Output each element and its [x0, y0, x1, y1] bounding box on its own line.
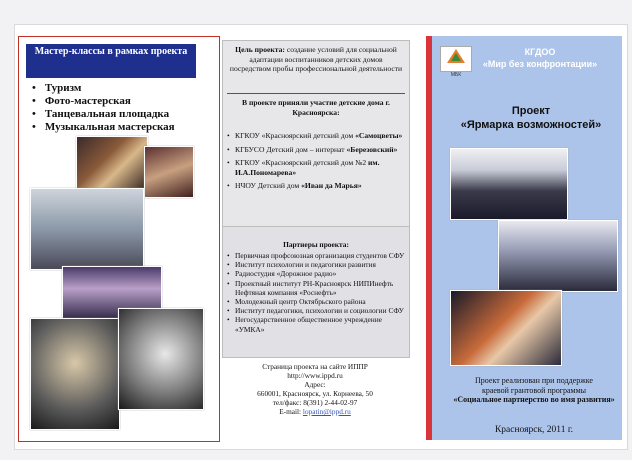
- email-link[interactable]: lopatin@ippd.ru: [302, 407, 351, 416]
- red-stripe: [426, 36, 432, 440]
- list-item: • Музыкальная мастерская: [32, 121, 175, 134]
- site-caption: Страница проекта на сайте ИППР: [262, 362, 368, 371]
- photo-jump: [30, 318, 120, 430]
- list-item: • Радиостудия «Дорожное радио»: [227, 269, 407, 278]
- project-goal: Цель проекта: создание условий для социальной адаптации воспитанников детских домов посредством пробы профессиональной деятельности: [229, 45, 403, 74]
- photo-performer: [76, 136, 148, 192]
- city-year: Красноярск, 2011 г.: [494, 425, 574, 435]
- project-title: Проект «Ярмарка возможностей»: [460, 105, 602, 131]
- photo-group-stage: [498, 220, 618, 292]
- list-item: • Негосударственное общественное учреждение «УМКА»: [227, 315, 407, 333]
- photo-group-hall: [30, 188, 144, 270]
- logo: МБК: [440, 46, 472, 72]
- masterclass-title: Мастер-классы в рамках проекта: [26, 44, 196, 78]
- email-line: E-mail: lopatin@ippd.ru: [279, 407, 351, 416]
- goal-panel: [222, 40, 410, 252]
- list-item: • Институт психологии и педагогики развития: [227, 260, 407, 269]
- address-label: Адрес:: [304, 380, 326, 389]
- phone-text: тел/факс: 8(391) 2-44-02-97: [272, 398, 358, 407]
- list-item: • Танцевальная площадка: [32, 108, 175, 121]
- site-url[interactable]: http://www.ippd.ru: [287, 371, 343, 380]
- list-item: • Фото-мастерская: [32, 95, 175, 108]
- participants-heading: В проекте приняли участие детские дома г. Красноярска:: [242, 98, 390, 117]
- list-item: • КГКОУ «Красноярский детский дом «Самоцветы»: [227, 131, 405, 141]
- list-item: • КГКОУ «Красноярский детский дом №2 им. И.А.Пономарева»: [227, 158, 405, 177]
- partners-panel: [222, 226, 410, 358]
- masterclass-list: [32, 82, 175, 134]
- partners-list: [227, 251, 407, 334]
- photo-group-flags: [450, 148, 568, 220]
- photo-group-orange: [450, 290, 562, 366]
- homes-list: [227, 131, 405, 195]
- list-item: • НЧОУ Детский дом «Иван да Марья»: [227, 181, 405, 191]
- partners-heading: Партнеры проекта:: [283, 240, 349, 249]
- list-item: • Молодежный центр Октябрьского района: [227, 297, 407, 306]
- photo-girl: [144, 146, 194, 198]
- org-name: КГДОО «Мир без конфронтации»: [482, 47, 598, 69]
- logo-triangle-icon: [447, 49, 465, 63]
- photo-acrobat: [118, 308, 204, 410]
- grant-support: Проект реализован при поддержке краевой грантовой программы «Социальное партнерство во имя развития»: [453, 376, 615, 404]
- list-item: • Проектный институт РН-Красноярск НИПИнефть Нефтяная компания «Роснефть»: [227, 279, 407, 297]
- contact-block: [222, 362, 408, 438]
- list-item: • Первичная профсоюзная организация студентов СФУ: [227, 251, 407, 260]
- list-item: • Институт педагогики, психологии и социологии СФУ: [227, 306, 407, 315]
- divider: [227, 93, 405, 94]
- list-item: • Туризм: [32, 82, 175, 95]
- list-item: • КГБУСО Детский дом – интернат «Березовский»: [227, 145, 405, 155]
- address-text: 660001, Красноярск, ул. Корнеева, 50: [257, 389, 373, 398]
